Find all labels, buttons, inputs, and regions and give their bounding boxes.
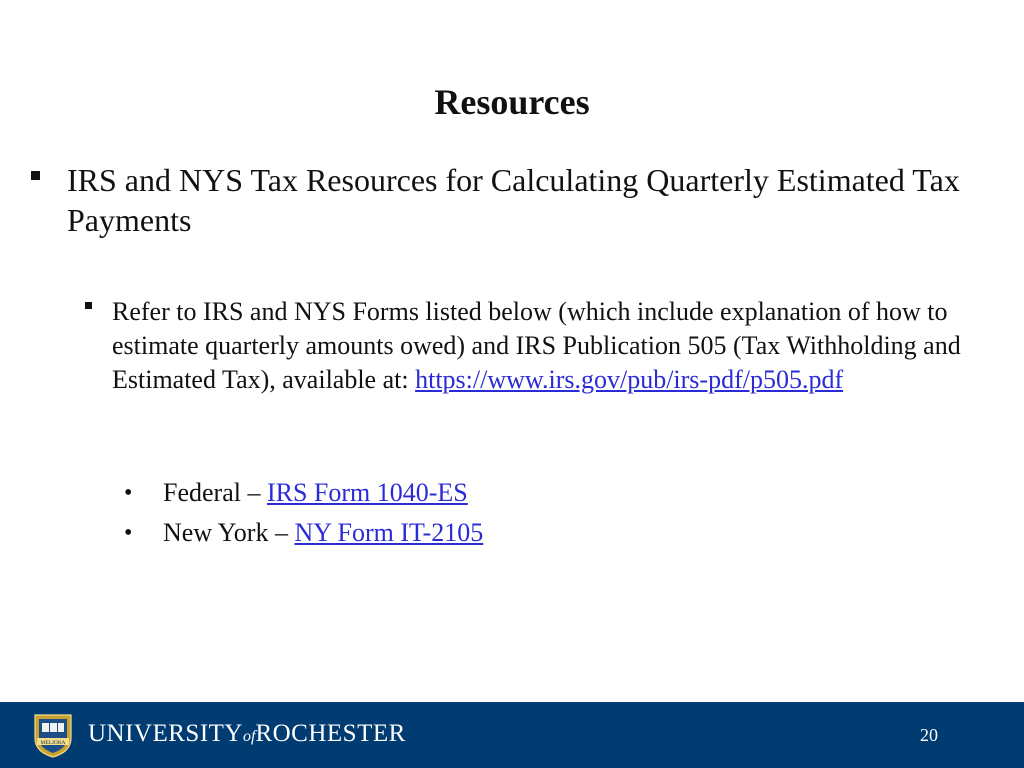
university-wordmark [88, 719, 406, 752]
ny-form-it-2105-link[interactable]: NY Form IT-2105 [294, 518, 484, 547]
new-york-label: New York – [163, 518, 295, 547]
wordmark-university: UNIVERSITY [88, 720, 243, 747]
bullet-level2 [112, 295, 962, 397]
bullet-level1: IRS and NYS Tax Resources for Calculating Quarterly Estimated Tax Payments [67, 162, 960, 238]
list-item-new-york [163, 516, 763, 550]
page-number: 20 [920, 725, 938, 745]
bullet-level2-text: Refer to IRS and NYS Forms listed below (which include explanation of how to estimate quarterly amounts owed) and IRS Publication 505 (Tax Withholding and Estimated Tax), available at: [112, 297, 961, 394]
wordmark-rochester: ROCHESTER [255, 720, 406, 747]
seal-motto: MELIORA [40, 740, 66, 746]
university-seal-icon [31, 712, 75, 758]
round-bullet-icon: • [124, 520, 133, 546]
slide-title: Resources [434, 82, 590, 122]
footer-bar [0, 702, 1024, 768]
square-bullet-icon [31, 171, 40, 180]
federal-label: Federal – [163, 478, 267, 507]
publication-505-link[interactable]: https://www.irs.gov/pub/irs-pdf/p505.pdf [415, 365, 844, 394]
round-bullet-icon: • [124, 480, 133, 506]
irs-form-1040-es-link[interactable]: IRS Form 1040-ES [266, 478, 468, 507]
square-bullet-icon [85, 302, 92, 309]
wordmark-of: of [243, 728, 256, 745]
list-item-federal [163, 476, 763, 510]
